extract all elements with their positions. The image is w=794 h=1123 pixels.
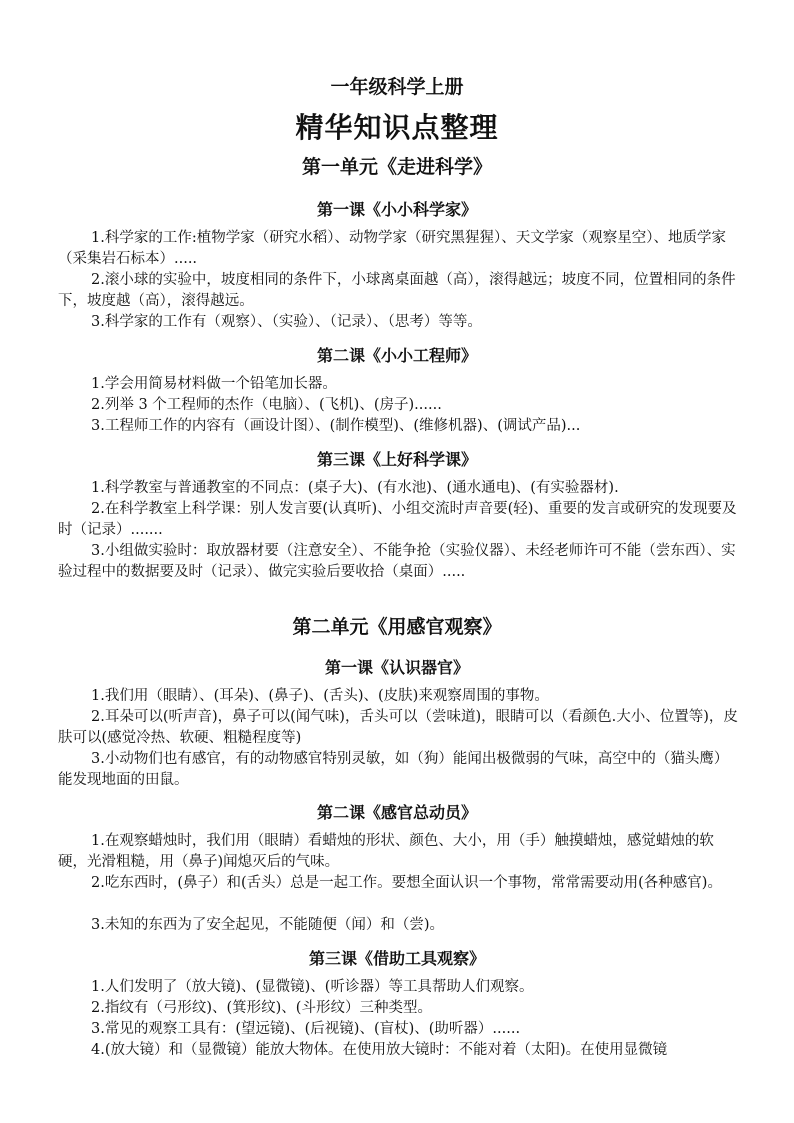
unit-1-lesson-1-title: 第一课《小小科学家》 <box>316 200 477 219</box>
unit-1-lesson-3-title: 第三课《上好科学课》 <box>316 450 477 469</box>
unit-2-lesson-2-item-1: 1.在观察蜡烛时，我们用（眼睛）看蜡烛的形状、颜色、大小，用（手）触摸蜡烛，感觉蜡烛的软硬，光滑粗糙，用（鼻子)闻熄灭后的气味。 <box>58 833 714 870</box>
unit-2-lesson-2-item-3: 3.未知的东西为了安全起见，不能随便（闻）和（尝)。 <box>91 917 444 933</box>
unit-1-lesson-1-item-1: 1.科学家的工作:植物学家（研究水稻）、动物学家（研究黑猩猩）、天文学家（观察星空）、地质学家（采集岩石标本）..... <box>58 230 726 267</box>
unit-1-lesson-3-item-3: 3.小组做实验时：取放器材要（注意安全）、不能争抢（实验仪器）、未经老师许可不能（尝东西）、实验过程中的数据要及时（记录）、做完实验后要收拾（桌面）..... <box>58 543 736 580</box>
unit-2-lesson-1-item-2: 2.耳朵可以(听声音)，鼻子可以(闻气味)，舌头可以（尝味道)，眼睛可以（看颜色.大小、位置等)，皮肤可以(感觉冷热、软硬、粗糙程度等) <box>58 709 738 746</box>
unit-2-lesson-2-title: 第二课《感官总动员》 <box>316 803 477 822</box>
unit-1-lesson-3-item-2: 2.在科学教室上科学课：别人发言要(认真听)、小组交流时声音要(轻)、重要的发言或研究的发现要及时（记录）....... <box>58 501 737 538</box>
unit-1-lesson-2-item-3: 3.工程师工作的内容有（画设计图）、(制作模型)、(维修机器)、(调试产品)... <box>91 418 581 434</box>
unit-1-lesson-2-item-1: 1.学会用简易材料做一个铅笔加长器。 <box>91 376 337 392</box>
unit-1-lesson-1-item-3: 3.科学家的工作有（观察）、（实验）、（记录）、（思考）等等。 <box>91 314 482 330</box>
unit-1-title: 第一单元《走进科学》 <box>301 156 492 178</box>
unit-2-lesson-1-item-3: 3.小动物们也有感官，有的动物感官特别灵敏，如（狗）能闻出极微弱的气味，高空中的（猫头鹰）能发现地面的田鼠。 <box>58 751 729 788</box>
document-main-title: 精华知识点整理 <box>295 111 499 144</box>
unit-2-lesson-3-item-4: 4.(放大镜）和（显微镜）能放大物体。在使用放大镜时：不能对着（太阳)。在使用显微镜 <box>91 1042 668 1058</box>
unit-2-lesson-3-item-3: 3.常见的观察工具有：(望远镜)、(后视镜)、(盲杖)、(助听器）...... <box>91 1021 521 1037</box>
unit-1-lesson-3-item-1: 1.科学教室与普通教室的不同点：(桌子大)、(有水池)、(通水通电)、(有实验器材). <box>91 480 619 496</box>
unit-2-lesson-1-title: 第一课《认识器官》 <box>324 658 469 677</box>
unit-2-lesson-3-item-1: 1.人们发明了（放大镜)、(显微镜)、(听诊器）等工具帮助人们观察。 <box>91 979 534 995</box>
unit-2-title: 第二单元《用感官观察》 <box>292 616 502 638</box>
unit-1-lesson-1-item-2: 2.滚小球的实验中，坡度相同的条件下，小球离桌面越（高），滚得越远；坡度不同，位置相同的条件下，坡度越（高），滚得越远。 <box>58 272 736 309</box>
unit-2-lesson-3-title: 第三课《借助工具观察》 <box>308 949 485 968</box>
unit-1-lesson-2-item-2: 2.列举 3 个工程师的杰作（电脑）、(飞机)、(房子)...... <box>91 397 442 413</box>
unit-1-lesson-2-title: 第二课《小小工程师》 <box>316 346 477 365</box>
document-subject-title: 一年级科学上册 <box>330 76 464 98</box>
unit-2-lesson-3-item-2: 2.指纹有（弓形纹)、(箕形纹)、(斗形纹）三种类型。 <box>91 1000 432 1016</box>
unit-2-lesson-2-item-2: 2.吃东西时，(鼻子）和(舌头）总是一起工作。要想全面认识一个事物，常常需要动用(各种感官)。 <box>91 875 722 891</box>
unit-2-lesson-1-item-1: 1.我们用（眼睛）、(耳朵)、(鼻子)、(舌头)、(皮肤)来观察周围的事物。 <box>91 688 549 704</box>
